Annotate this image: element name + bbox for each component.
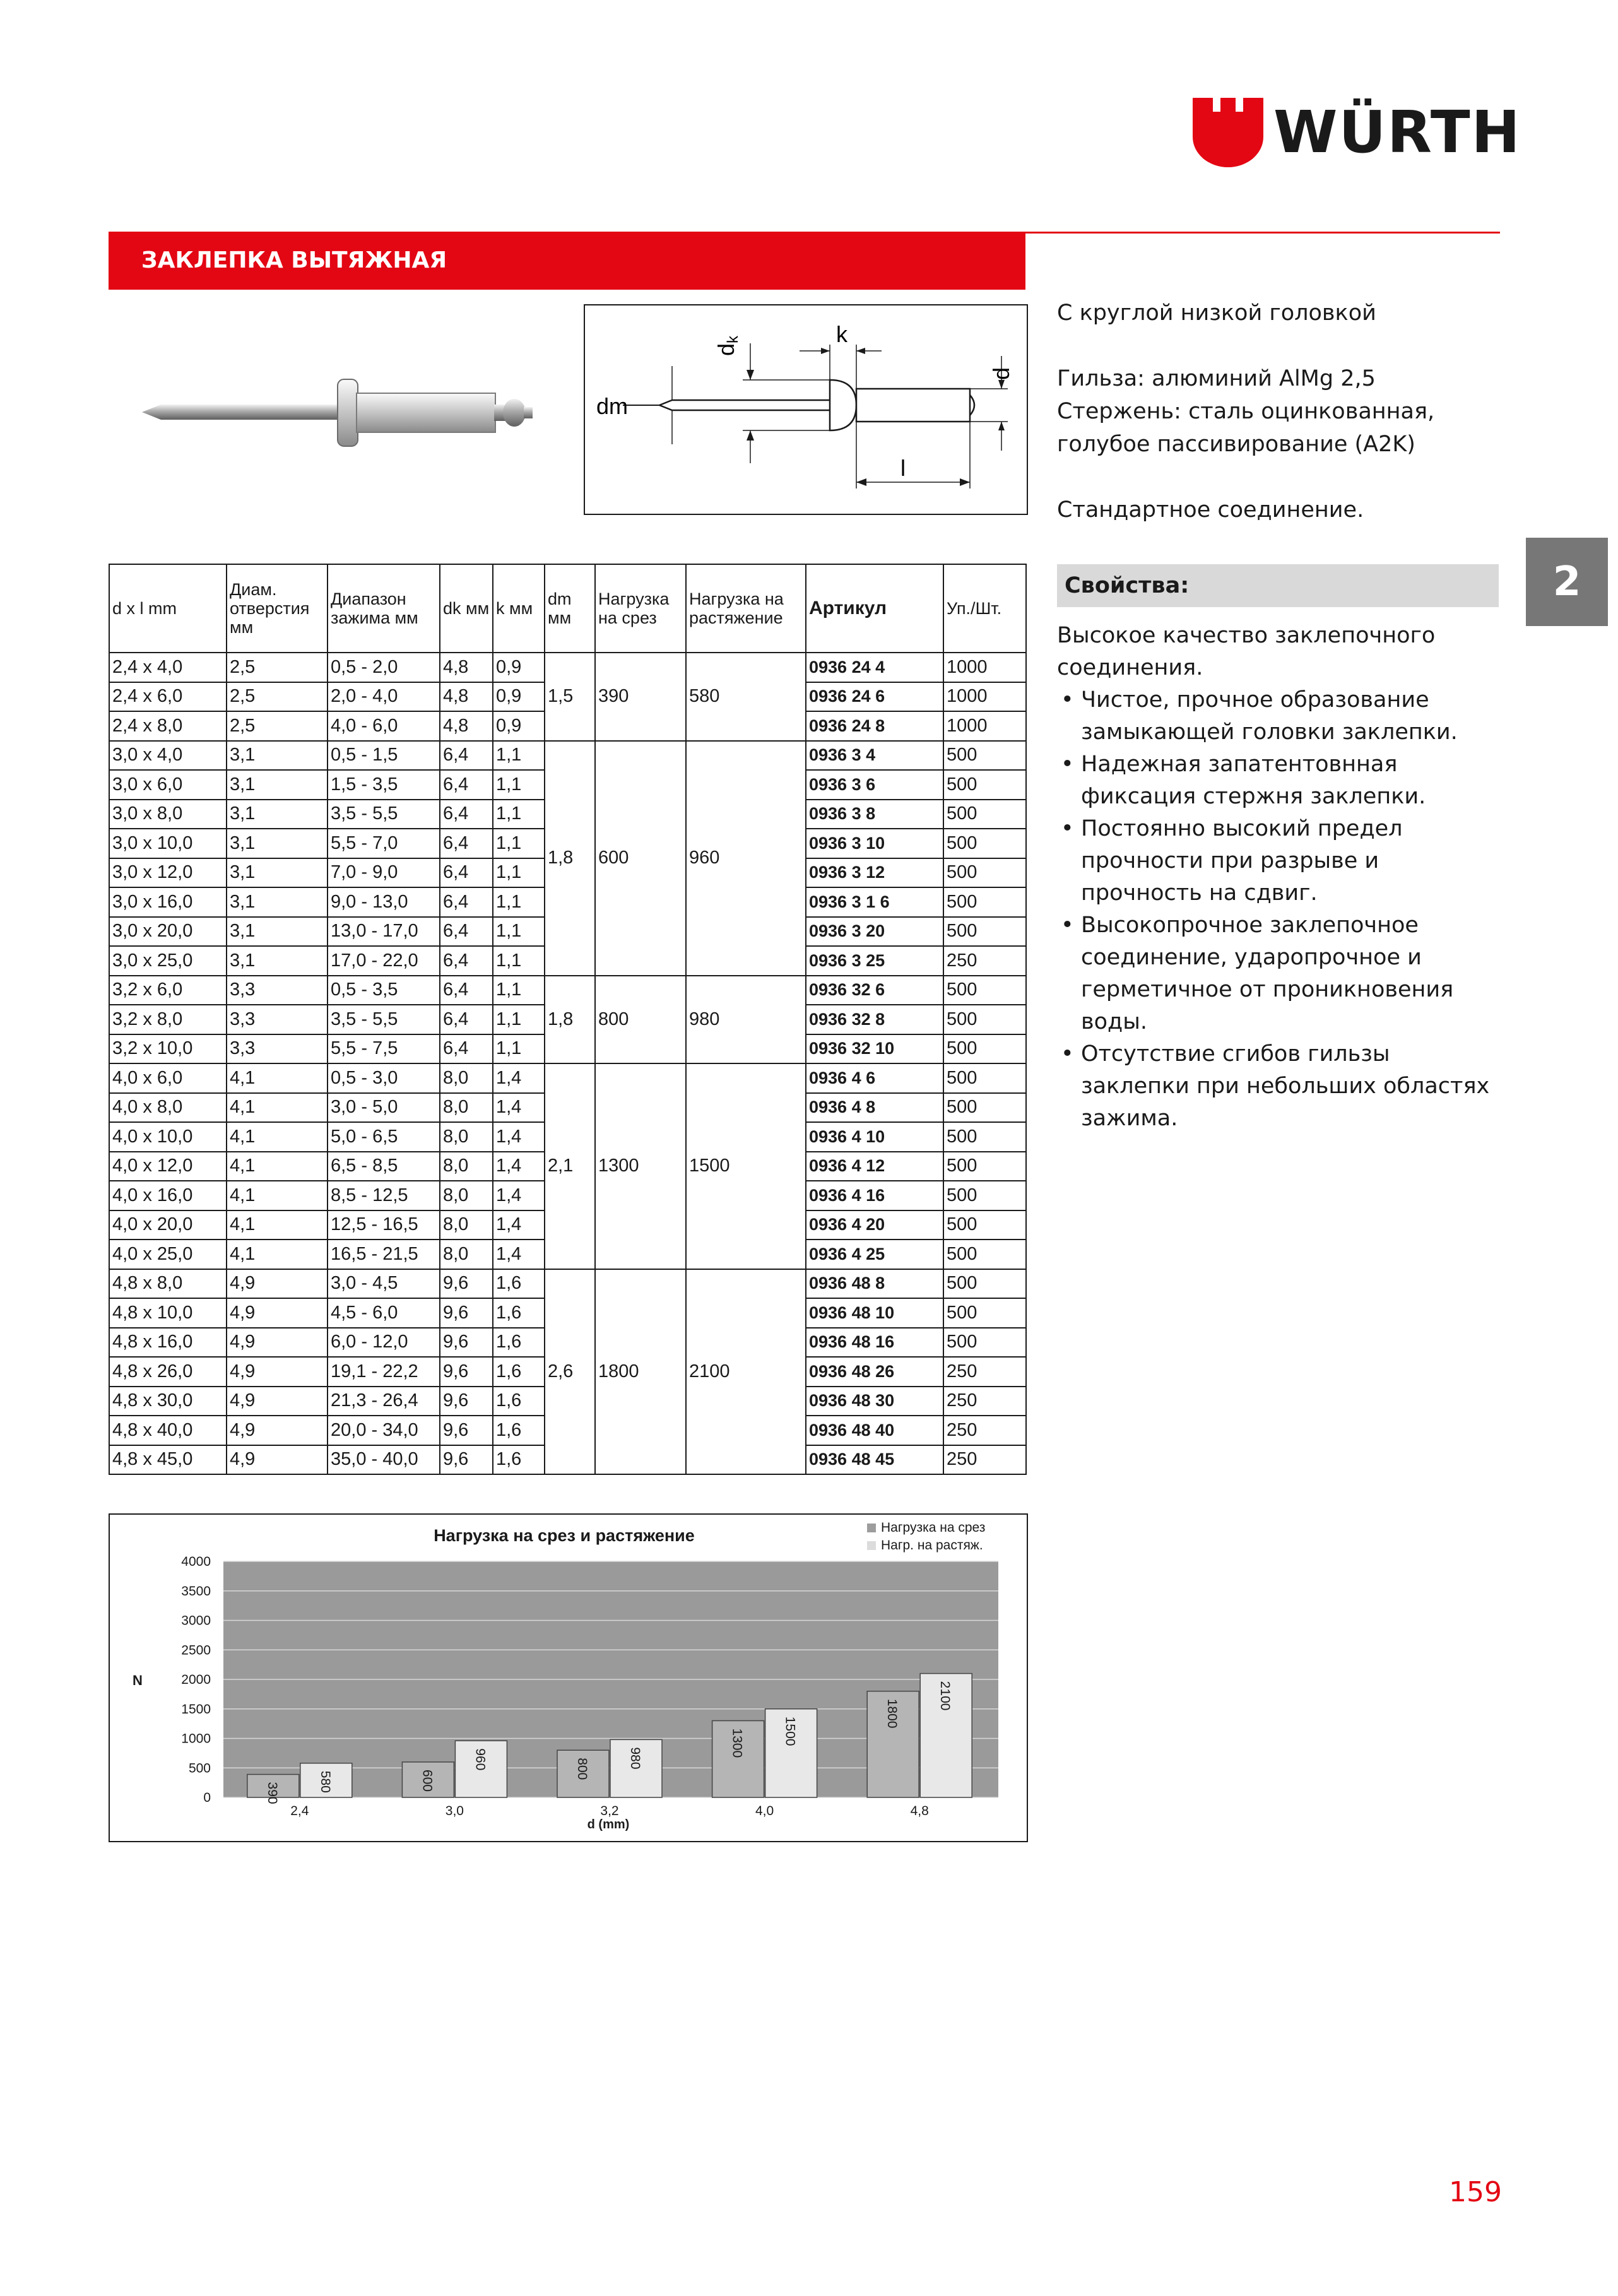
table-cell: 6,4 xyxy=(440,770,493,800)
column-header: Нагрузка на срез xyxy=(595,564,686,653)
legend-swatch xyxy=(867,1524,876,1532)
table-cell: 7,0 - 9,0 xyxy=(328,858,440,888)
bar-value-label: 580 xyxy=(317,1770,333,1793)
table-cell: 3,0 x 16,0 xyxy=(109,887,227,917)
table-cell: 0936 4 16 xyxy=(806,1181,943,1210)
table-cell: 960 xyxy=(686,741,806,976)
table-cell: 1,8 xyxy=(545,976,595,1064)
description-line: голубое пассивирование (A2K) xyxy=(1057,432,1415,457)
table-cell: 4,9 xyxy=(227,1269,328,1299)
table-cell: 4,1 xyxy=(227,1240,328,1269)
chapter-tab[interactable]: 2 xyxy=(1526,538,1608,626)
table-cell: 500 xyxy=(943,917,1026,947)
table-cell: 0936 3 6 xyxy=(806,770,943,800)
table-cell: 500 xyxy=(943,829,1026,858)
table-cell: 0936 48 45 xyxy=(806,1445,943,1475)
table-cell: 4,0 x 20,0 xyxy=(109,1210,227,1240)
y-tick-label: 1000 xyxy=(181,1731,211,1746)
x-tick-label: 2,4 xyxy=(290,1804,309,1818)
table-cell: 4,8 x 10,0 xyxy=(109,1298,227,1328)
table-cell: 1500 xyxy=(686,1063,806,1269)
table-cell: 3,0 x 25,0 xyxy=(109,946,227,976)
table-cell: 980 xyxy=(686,976,806,1064)
properties-intro: Высокое качество заклепочного соединения. xyxy=(1057,623,1436,680)
description-line xyxy=(1057,461,1518,494)
drawing-label-dm: dm xyxy=(596,393,629,419)
table-cell: 4,8 xyxy=(440,653,493,682)
table-cell: 0936 48 8 xyxy=(806,1269,943,1299)
table-cell: 0936 48 26 xyxy=(806,1357,943,1387)
table-cell: 500 xyxy=(943,1152,1026,1181)
drawing-label-l: l xyxy=(901,455,906,481)
table-cell: 0936 32 6 xyxy=(806,976,943,1005)
table-cell: 4,0 - 6,0 xyxy=(328,711,440,741)
table-cell: 4,5 - 6,0 xyxy=(328,1298,440,1328)
table-cell: 3,1 xyxy=(227,917,328,947)
table-cell: 3,0 x 4,0 xyxy=(109,741,227,771)
table-cell: 1300 xyxy=(595,1063,686,1269)
table-cell: 1,6 xyxy=(493,1445,545,1475)
table-cell: 0,9 xyxy=(493,653,545,682)
table-cell: 8,0 xyxy=(440,1240,493,1269)
table-cell: 9,0 - 13,0 xyxy=(328,887,440,917)
table-cell: 1,1 xyxy=(493,858,545,888)
drawing-label-k: k xyxy=(836,321,847,347)
table-cell: 1,1 xyxy=(493,829,545,858)
table-cell: 500 xyxy=(943,1063,1026,1093)
property-item: • Высокопрочное заклепочное соединение, ударопрочное и герметичное от проникновения воды. xyxy=(1057,909,1505,1038)
table-cell: 500 xyxy=(943,770,1026,800)
table-cell: 4,1 xyxy=(227,1152,328,1181)
table-cell: 9,6 xyxy=(440,1269,493,1299)
table-cell: 4,8 xyxy=(440,711,493,741)
description-line xyxy=(1057,329,1518,362)
table-cell: 6,4 xyxy=(440,917,493,947)
table-cell: 1,5 xyxy=(545,653,595,741)
table-cell: 9,6 xyxy=(440,1387,493,1416)
table-cell: 390 xyxy=(595,653,686,741)
table-cell: 600 xyxy=(595,741,686,976)
table-cell: 8,0 xyxy=(440,1152,493,1181)
table-cell: 1,1 xyxy=(493,917,545,947)
table-cell: 0936 48 30 xyxy=(806,1387,943,1416)
table-cell: 0,9 xyxy=(493,711,545,741)
table-cell: 4,8 x 26,0 xyxy=(109,1357,227,1387)
description-line: Стандартное соединение. xyxy=(1057,497,1364,523)
table-cell: 0936 3 8 xyxy=(806,800,943,829)
table-cell: 3,0 x 8,0 xyxy=(109,800,227,829)
load-chart xyxy=(109,1513,1028,1842)
table-cell: 3,1 xyxy=(227,800,328,829)
table-cell: 1000 xyxy=(943,711,1026,741)
description-line: Стержень: сталь оцинкованная, xyxy=(1057,399,1435,424)
table-cell: 4,8 x 40,0 xyxy=(109,1416,227,1445)
table-cell: 1,6 xyxy=(493,1328,545,1358)
table-cell: 6,4 xyxy=(440,887,493,917)
table-cell: 2,4 x 4,0 xyxy=(109,653,227,682)
table-cell: 1,1 xyxy=(493,946,545,976)
table-cell: 4,1 xyxy=(227,1210,328,1240)
table-cell: 9,6 xyxy=(440,1328,493,1358)
table-cell: 8,5 - 12,5 xyxy=(328,1181,440,1210)
table-cell: 1,4 xyxy=(493,1093,545,1123)
table-cell: 3,3 xyxy=(227,1005,328,1034)
table-cell: 5,5 - 7,5 xyxy=(328,1034,440,1064)
table-cell: 0936 4 12 xyxy=(806,1152,943,1181)
table-cell: 500 xyxy=(943,741,1026,771)
table-cell: 5,5 - 7,0 xyxy=(328,829,440,858)
table-cell: 3,2 x 6,0 xyxy=(109,976,227,1005)
table-cell: 4,0 x 16,0 xyxy=(109,1181,227,1210)
table-cell: 1,4 xyxy=(493,1122,545,1152)
table-cell: 4,9 xyxy=(227,1357,328,1387)
table-cell: 0,5 - 3,0 xyxy=(328,1063,440,1093)
table-cell: 500 xyxy=(943,1093,1026,1123)
table-cell: 4,0 x 8,0 xyxy=(109,1093,227,1123)
table-cell: 16,5 - 21,5 xyxy=(328,1240,440,1269)
table-cell: 1,1 xyxy=(493,741,545,771)
table-cell: 4,8 x 45,0 xyxy=(109,1445,227,1475)
table-cell: 0936 4 20 xyxy=(806,1210,943,1240)
table-cell: 500 xyxy=(943,1298,1026,1328)
table-cell: 4,0 x 10,0 xyxy=(109,1122,227,1152)
table-cell: 0936 24 6 xyxy=(806,682,943,712)
column-header: Диапазон зажима мм xyxy=(328,564,440,653)
description-line: Гильза: алюминий AlMg 2,5 xyxy=(1057,366,1376,391)
table-cell: 6,4 xyxy=(440,946,493,976)
table-cell: 500 xyxy=(943,800,1026,829)
table-cell: 3,1 xyxy=(227,946,328,976)
property-item: • Отсутствие сгибов гильзы заклепки при небольших областях зажима. xyxy=(1057,1038,1505,1135)
table-cell: 3,5 - 5,5 xyxy=(328,800,440,829)
column-header: d x l mm xyxy=(109,564,227,653)
legend-label: Нагрузка на срез xyxy=(881,1520,986,1535)
table-cell: 2,5 xyxy=(227,653,328,682)
legend-label: Нагр. на растяж. xyxy=(881,1538,983,1553)
table-cell: 800 xyxy=(595,976,686,1064)
table-cell: 19,1 - 22,2 xyxy=(328,1357,440,1387)
table-cell: 4,9 xyxy=(227,1416,328,1445)
table-cell: 3,0 - 4,5 xyxy=(328,1269,440,1299)
table-cell: 1,6 xyxy=(493,1357,545,1387)
table-cell: 0936 3 12 xyxy=(806,858,943,888)
table-cell: 4,1 xyxy=(227,1181,328,1210)
header-rule xyxy=(1025,232,1500,234)
table-cell: 0,5 - 3,5 xyxy=(328,976,440,1005)
table-cell: 1,1 xyxy=(493,770,545,800)
table-cell: 1,4 xyxy=(493,1181,545,1210)
table-cell: 0936 4 8 xyxy=(806,1093,943,1123)
table-cell: 0936 3 10 xyxy=(806,829,943,858)
table-cell: 4,9 xyxy=(227,1328,328,1358)
y-tick-label: 3000 xyxy=(181,1613,211,1628)
table-row xyxy=(109,1269,1026,1299)
table-cell: 3,3 xyxy=(227,1034,328,1064)
table-cell: 0936 48 40 xyxy=(806,1416,943,1445)
y-tick-label: 2000 xyxy=(181,1672,211,1687)
table-row xyxy=(109,976,1026,1005)
table-cell: 580 xyxy=(686,653,806,741)
table-cell: 0936 4 25 xyxy=(806,1240,943,1269)
bar-value-label: 390 xyxy=(264,1782,280,1804)
table-cell: 9,6 xyxy=(440,1416,493,1445)
table-cell: 4,1 xyxy=(227,1093,328,1123)
table-cell: 2,6 xyxy=(545,1269,595,1475)
table-cell: 500 xyxy=(943,1005,1026,1034)
wurth-logo xyxy=(1193,95,1521,170)
table-cell: 1,6 xyxy=(493,1387,545,1416)
bar-value-label: 980 xyxy=(628,1747,642,1770)
column-header: Нагрузка на растяжение xyxy=(686,564,806,653)
table-cell: 9,6 xyxy=(440,1357,493,1387)
table-cell: 6,5 - 8,5 xyxy=(328,1152,440,1181)
table-cell: 4,1 xyxy=(227,1063,328,1093)
table-cell: 0936 32 8 xyxy=(806,1005,943,1034)
table-cell: 2,1 xyxy=(545,1063,595,1269)
description-line: С круглой низкой головкой xyxy=(1057,300,1376,326)
drawing-label-dk: dk xyxy=(713,335,741,356)
table-cell: 1,1 xyxy=(493,1005,545,1034)
spec-table-header xyxy=(109,564,1026,653)
table-cell: 3,5 - 5,5 xyxy=(328,1005,440,1034)
table-cell: 0936 48 10 xyxy=(806,1298,943,1328)
table-cell: 1,1 xyxy=(493,887,545,917)
table-cell: 17,0 - 22,0 xyxy=(328,946,440,976)
table-cell: 4,0 x 6,0 xyxy=(109,1063,227,1093)
table-cell: 2,4 x 8,0 xyxy=(109,711,227,741)
table-cell: 2,5 xyxy=(227,682,328,712)
table-cell: 0936 3 4 xyxy=(806,741,943,771)
y-tick-label: 3500 xyxy=(181,1583,211,1599)
table-cell: 6,4 xyxy=(440,1005,493,1034)
y-tick-label: 1500 xyxy=(181,1701,211,1717)
table-cell: 250 xyxy=(943,1445,1026,1475)
table-cell: 4,9 xyxy=(227,1445,328,1475)
table-cell: 13,0 - 17,0 xyxy=(328,917,440,947)
bar-value-label: 800 xyxy=(575,1758,589,1780)
section-header xyxy=(109,232,1025,290)
table-cell: 500 xyxy=(943,1240,1026,1269)
table-cell: 1,1 xyxy=(493,800,545,829)
x-axis-label: d (mm) xyxy=(587,1818,630,1831)
table-cell: 500 xyxy=(943,1328,1026,1358)
column-header: dk мм xyxy=(440,564,493,653)
table-cell: 3,1 xyxy=(227,858,328,888)
property-item: • Чистое, прочное образование замыкающей головки заклепки. xyxy=(1057,684,1505,749)
table-cell: 3,1 xyxy=(227,741,328,771)
table-cell: 0,9 xyxy=(493,682,545,712)
bar-value-label: 600 xyxy=(420,1769,435,1792)
table-cell: 1,5 - 3,5 xyxy=(328,770,440,800)
load-chart-svg xyxy=(110,1515,1027,1841)
spec-table xyxy=(109,564,1027,1475)
table-cell: 2100 xyxy=(686,1269,806,1475)
table-cell: 0936 48 16 xyxy=(806,1328,943,1358)
table-cell: 500 xyxy=(943,1269,1026,1299)
wurth-logo-mark xyxy=(1193,98,1263,167)
table-cell: 1,6 xyxy=(493,1269,545,1299)
table-cell: 0936 4 10 xyxy=(806,1122,943,1152)
table-cell: 500 xyxy=(943,1210,1026,1240)
page-number: 159 xyxy=(1449,2176,1502,2208)
table-cell: 12,5 - 16,5 xyxy=(328,1210,440,1240)
table-cell: 8,0 xyxy=(440,1093,493,1123)
product-description xyxy=(1057,297,1518,526)
table-cell: 4,8 x 8,0 xyxy=(109,1269,227,1299)
table-cell: 500 xyxy=(943,1181,1026,1210)
properties-list xyxy=(1057,684,1505,1135)
property-item: • Надежная запатентовнная фиксация стержня заклепки. xyxy=(1057,749,1505,813)
table-cell: 250 xyxy=(943,946,1026,976)
y-tick-label: 500 xyxy=(188,1761,211,1776)
rivet-dimension-drawing xyxy=(585,305,1027,514)
x-tick-label: 3,0 xyxy=(445,1804,464,1818)
column-header: Уп./Шт. xyxy=(943,564,1026,653)
table-row xyxy=(109,653,1026,682)
table-cell: 1800 xyxy=(595,1269,686,1475)
y-axis-label: N xyxy=(133,1672,143,1688)
table-cell: 8,0 xyxy=(440,1122,493,1152)
table-cell: 2,4 x 6,0 xyxy=(109,682,227,712)
table-cell: 8,0 xyxy=(440,1210,493,1240)
y-tick-label: 0 xyxy=(203,1790,211,1805)
table-cell: 500 xyxy=(943,887,1026,917)
table-cell: 4,8 xyxy=(440,682,493,712)
table-cell: 1,8 xyxy=(545,741,595,976)
legend-swatch xyxy=(867,1541,876,1550)
table-cell: 4,8 x 30,0 xyxy=(109,1387,227,1416)
table-cell: 0936 24 8 xyxy=(806,711,943,741)
table-cell: 0,5 - 2,0 xyxy=(328,653,440,682)
column-header: Диам. отверстия мм xyxy=(227,564,328,653)
table-cell: 1000 xyxy=(943,682,1026,712)
table-row xyxy=(109,741,1026,771)
chart-title: Нагрузка на срез и растяжение xyxy=(434,1526,695,1545)
rivet-photo xyxy=(126,357,543,470)
table-cell: 0936 3 1 6 xyxy=(806,887,943,917)
table-cell: 6,4 xyxy=(440,741,493,771)
table-cell: 1,4 xyxy=(493,1063,545,1093)
table-cell: 1000 xyxy=(943,653,1026,682)
y-tick-label: 2500 xyxy=(181,1643,211,1658)
table-cell: 1,1 xyxy=(493,976,545,1005)
table-cell: 6,4 xyxy=(440,1034,493,1064)
table-cell: 0,5 - 1,5 xyxy=(328,741,440,771)
column-header: Артикул xyxy=(806,564,943,653)
table-cell: 2,5 xyxy=(227,711,328,741)
table-cell: 4,0 x 25,0 xyxy=(109,1240,227,1269)
table-cell: 4,1 xyxy=(227,1122,328,1152)
table-cell: 8,0 xyxy=(440,1181,493,1210)
table-cell: 1,4 xyxy=(493,1210,545,1240)
table-cell: 5,0 - 6,5 xyxy=(328,1122,440,1152)
table-cell: 0936 4 6 xyxy=(806,1063,943,1093)
table-cell: 3,1 xyxy=(227,770,328,800)
bar-value-label: 1300 xyxy=(729,1728,745,1758)
bar-value-label: 1800 xyxy=(885,1698,900,1729)
wurth-logo-wordmark: WÜRTH xyxy=(1273,98,1521,166)
table-cell: 4,9 xyxy=(227,1298,328,1328)
table-cell: 35,0 - 40,0 xyxy=(328,1445,440,1475)
bar-value-label: 2100 xyxy=(938,1681,953,1711)
table-cell: 8,0 xyxy=(440,1063,493,1093)
table-cell: 3,1 xyxy=(227,887,328,917)
table-cell: 0936 32 10 xyxy=(806,1034,943,1064)
table-cell: 1,4 xyxy=(493,1240,545,1269)
table-cell: 1,4 xyxy=(493,1152,545,1181)
table-cell: 500 xyxy=(943,858,1026,888)
table-cell: 3,1 xyxy=(227,829,328,858)
table-cell: 0936 3 25 xyxy=(806,946,943,976)
table-cell: 500 xyxy=(943,1034,1026,1064)
table-cell: 3,2 x 8,0 xyxy=(109,1005,227,1034)
table-cell: 4,9 xyxy=(227,1387,328,1416)
table-cell: 6,0 - 12,0 xyxy=(328,1328,440,1358)
table-cell: 500 xyxy=(943,976,1026,1005)
column-header: dm мм xyxy=(545,564,595,653)
table-cell: 3,0 - 5,0 xyxy=(328,1093,440,1123)
table-cell: 1,6 xyxy=(493,1298,545,1328)
table-cell: 3,3 xyxy=(227,976,328,1005)
technical-drawing xyxy=(584,304,1028,515)
x-tick-label: 4,0 xyxy=(755,1804,774,1818)
x-tick-label: 3,2 xyxy=(600,1804,619,1818)
table-cell: 9,6 xyxy=(440,1445,493,1475)
drawing-label-d: d xyxy=(988,367,1014,380)
y-tick-label: 4000 xyxy=(181,1554,211,1569)
table-cell: 0936 24 4 xyxy=(806,653,943,682)
properties-title: Свойства: xyxy=(1065,573,1190,598)
table-cell: 0936 3 20 xyxy=(806,917,943,947)
table-cell: 4,8 x 16,0 xyxy=(109,1328,227,1358)
table-cell: 20,0 - 34,0 xyxy=(328,1416,440,1445)
table-cell: 3,2 x 10,0 xyxy=(109,1034,227,1064)
table-cell: 250 xyxy=(943,1416,1026,1445)
table-cell: 21,3 - 26,4 xyxy=(328,1387,440,1416)
table-cell: 1,6 xyxy=(493,1416,545,1445)
table-cell: 3,0 x 12,0 xyxy=(109,858,227,888)
table-cell: 500 xyxy=(943,1122,1026,1152)
x-tick-label: 4,8 xyxy=(910,1804,929,1818)
table-cell: 6,4 xyxy=(440,858,493,888)
table-cell: 3,0 x 10,0 xyxy=(109,829,227,858)
table-cell: 6,4 xyxy=(440,976,493,1005)
table-cell: 3,0 x 20,0 xyxy=(109,917,227,947)
section-title: ЗАКЛЕПКА ВЫТЯЖНАЯ xyxy=(141,247,447,273)
properties-header xyxy=(1057,564,1499,607)
table-cell: 250 xyxy=(943,1357,1026,1387)
table-cell: 1,1 xyxy=(493,1034,545,1064)
table-row xyxy=(109,1063,1026,1093)
bar-value-label: 960 xyxy=(473,1748,488,1771)
bar-value-label: 1500 xyxy=(782,1716,798,1746)
table-cell: 3,0 x 6,0 xyxy=(109,770,227,800)
table-cell: 9,6 xyxy=(440,1298,493,1328)
column-header: k мм xyxy=(493,564,545,653)
table-cell: 4,0 x 12,0 xyxy=(109,1152,227,1181)
table-cell: 250 xyxy=(943,1387,1026,1416)
table-cell: 6,4 xyxy=(440,800,493,829)
table-cell: 6,4 xyxy=(440,829,493,858)
table-cell: 2,0 - 4,0 xyxy=(328,682,440,712)
property-item: • Постоянно высокий предел прочности при разрыве и прочность на сдвиг. xyxy=(1057,813,1505,909)
